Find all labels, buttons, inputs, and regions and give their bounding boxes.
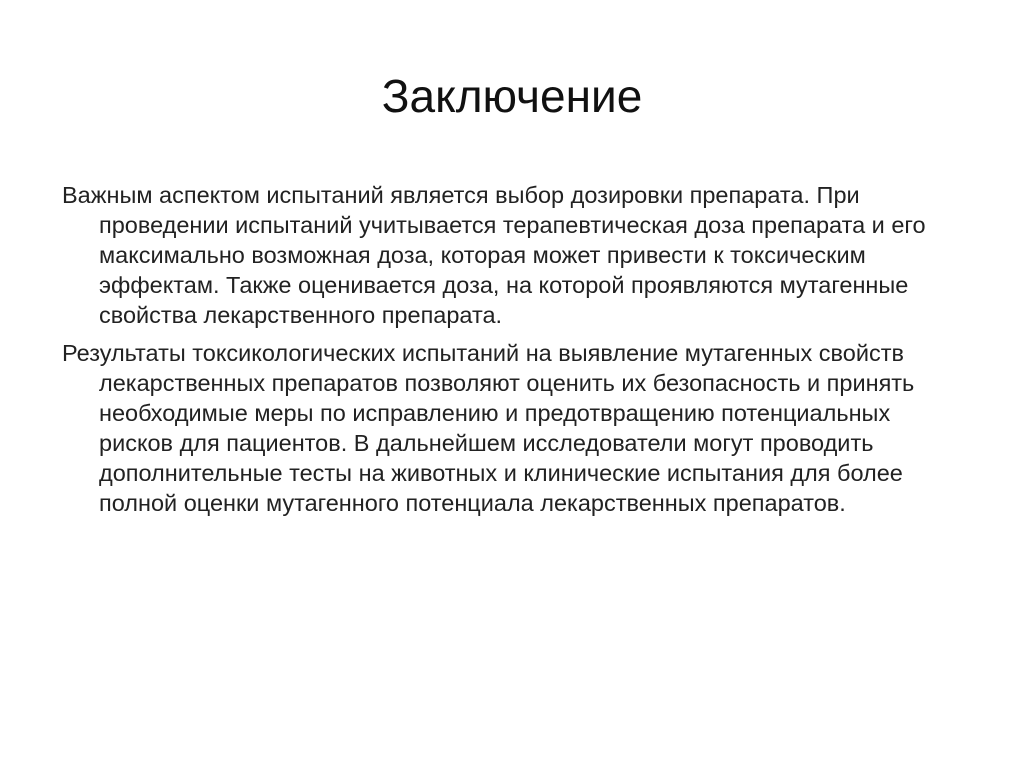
body-paragraph: Результаты токсикологических испытаний на выявление мутагенных свойств лекарственных препаратов позволяют оценить их безопасность и принять необходимые меры по исправлению и предотвращению потенциальных рисков для пациентов. В дальнейшем исследователи могут проводить дополнительные тесты на животных и клинические испытания для более полной оценки мутагенного потенциала лекарственных препаратов.: [62, 340, 915, 516]
body-paragraph: Важным аспектом испытаний является выбор дозировки препарата. При проведении испытаний учитывается терапевтическая доза препарата и его максимально возможная доза, которая может привести к токсическим эффектам. Также оценивается доза, на которой проявляются мутагенные свойства лекарственного препарата.: [62, 182, 926, 328]
slide-body: [62, 180, 967, 526]
slide-title: Заключение: [381, 70, 643, 122]
